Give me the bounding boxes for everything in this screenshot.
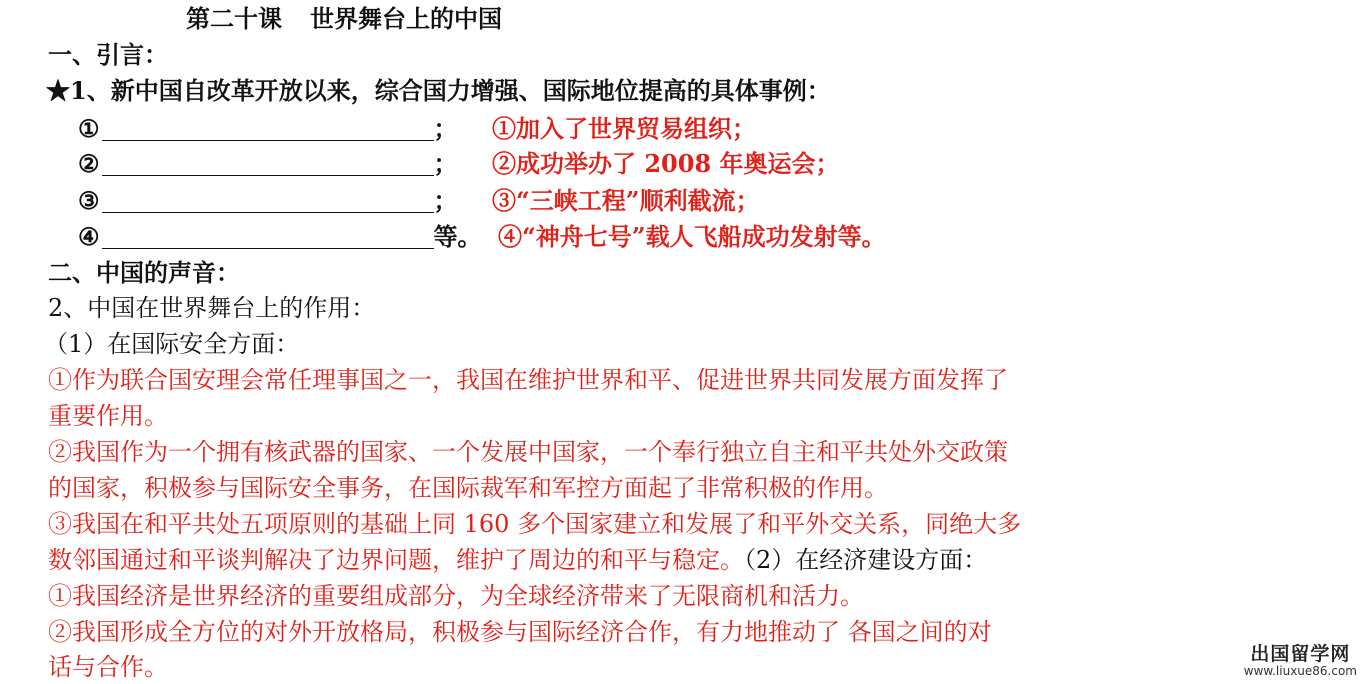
paragraph-text: 数邻国通过和平谈判解决了边界问题，维护了周边的和平与稳定。 <box>48 546 744 574</box>
subsection-economy: （2）在经济建设方面： <box>744 546 988 574</box>
question-2: 2、中国在世界舞台上的作用： <box>48 294 376 322</box>
watermark-name: 出国留学网 <box>1250 643 1351 665</box>
section-heading-voice: 二、中国的声音： <box>48 258 240 287</box>
fill-in-blank[interactable] <box>102 188 434 213</box>
blank-item-3 <box>78 184 484 218</box>
paragraph-line: ②我国作为一个拥有核武器的国家、一个发展中国家，一个奉行独立自主和平共处外交政策 <box>48 438 1008 466</box>
item-number: ② <box>78 149 100 178</box>
blank-item-1 <box>78 112 484 146</box>
item-suffix: ； <box>433 149 458 178</box>
blank-item-4 <box>78 220 482 254</box>
answer-1: ①加入了世界贸易组织； <box>492 114 756 143</box>
answer-4: ④“神舟七号”载人飞船成功发射等。 <box>498 222 886 251</box>
paragraph-line: 的国家，积极参与国际安全事务，在国际裁军和军控方面起了非常积极的作用。 <box>48 474 888 502</box>
section-heading-intro: 一、引言： <box>48 40 168 69</box>
watermark-url: www.liuxue86.com <box>1243 664 1357 678</box>
answer-2: ②成功举办了 2008 年奥运会； <box>492 149 840 178</box>
item-number: ④ <box>78 222 100 251</box>
answer-3: ③“三峡工程”顺利截流； <box>492 186 760 215</box>
subsection-security: （1）在国际安全方面： <box>44 330 300 358</box>
paragraph-line: ③我国在和平共处五项原则的基础上同 160 多个国家建立和发展了和平外交关系，同绝大多 <box>48 510 1022 538</box>
blank-item-2 <box>78 147 484 181</box>
lesson-number: 第二十课 <box>186 4 282 33</box>
site-watermark <box>1244 644 1357 678</box>
paragraph-line-mixed <box>48 543 987 577</box>
paragraph-line: ①我国经济是世界经济的重要组成部分，为全球经济带来了无限商机和活力。 <box>48 582 864 610</box>
fill-in-blank[interactable] <box>102 151 434 176</box>
item-suffix: ； <box>433 186 458 215</box>
page-title <box>186 2 502 36</box>
paragraph-line: 重要作用。 <box>48 402 168 430</box>
item-number: ③ <box>78 186 100 215</box>
lesson-title: 世界舞台上的中国 <box>310 4 502 33</box>
item-number: ① <box>78 114 100 143</box>
item-suffix: ； <box>433 114 458 143</box>
question-1: ★1、新中国自改革开放以来，综合国力增强、国际地位提高的具体事例： <box>46 76 831 105</box>
fill-in-blank[interactable] <box>102 116 434 141</box>
item-suffix: 等。 <box>433 222 482 251</box>
fill-in-blank[interactable] <box>102 224 434 249</box>
paragraph-line: 话与合作。 <box>48 653 168 681</box>
paragraph-line: ②我国形成全方位的对外开放格局，积极参与国际经济合作，有力地推动了 各国之间的对 <box>48 618 992 646</box>
paragraph-line: ①作为联合国安理会常任理事国之一，我国在维护世界和平、促进世界共同发展方面发挥了 <box>48 366 1008 394</box>
